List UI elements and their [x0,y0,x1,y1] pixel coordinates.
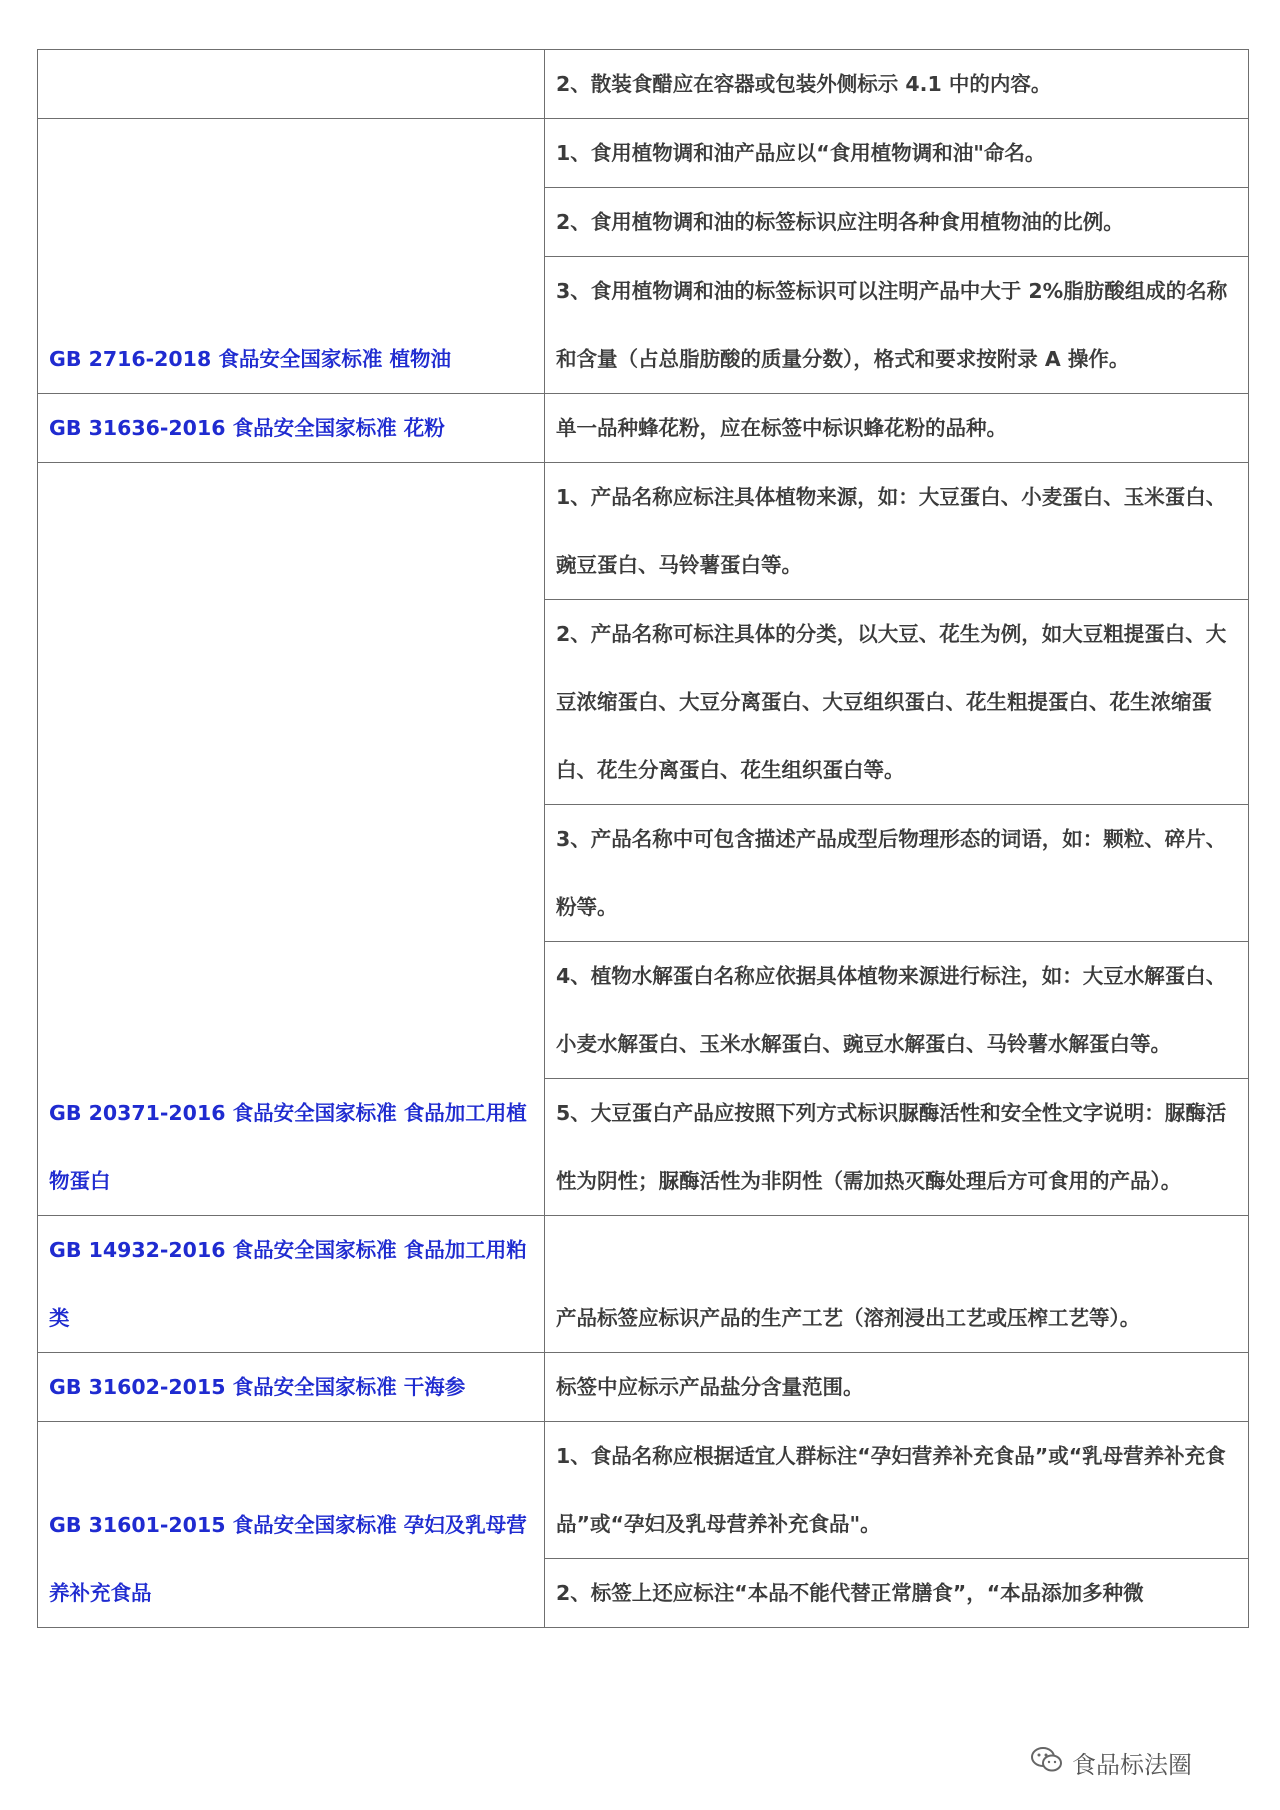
requirement-text: 1、食用植物调和油产品应以“食用植物调和油"命名。 [556,141,1046,165]
standard-title: GB 31636-2016 食品安全国家标准 花粉 [49,416,445,440]
standard-cell [38,463,545,1216]
table-row [38,463,1249,600]
standard-title: GB 2716-2018 食品安全国家标准 植物油 [49,347,451,371]
requirement-text: 标签中应标示产品盐分含量范围。 [556,1375,864,1399]
requirement-cell [545,942,1249,1079]
requirement-text: 4、植物水解蛋白名称应依据具体植物来源进行标注，如：大豆水解蛋白、小麦水解蛋白、玉米水解蛋白、豌豆水解蛋白、马铃薯水解蛋白等。 [556,964,1227,1056]
table-row [38,1422,1249,1559]
requirement-text: 2、产品名称可标注具体的分类，以大豆、花生为例，如大豆粗提蛋白、大豆浓缩蛋白、大豆分离蛋白、大豆组织蛋白、花生粗提蛋白、花生浓缩蛋白、花生分离蛋白、花生组织蛋白等。 [556,622,1227,782]
requirement-cell [545,119,1249,188]
requirement-cell [545,1422,1249,1559]
table-row [38,1216,1249,1353]
requirement-text: 3、食用植物调和油的标签标识可以注明产品中大于 2%脂肪酸组成的名称和含量（占总脂肪酸的质量分数），格式和要求按附录 A 操作。 [556,279,1228,371]
requirement-cell [545,1353,1249,1422]
requirement-cell [545,1079,1249,1216]
standard-cell [38,394,545,463]
requirement-text: 1、食品名称应根据适宜人群标注“孕妇营养补充食品”或“乳母营养补充食品”或“孕妇及乳母营养补充食品"。 [556,1444,1226,1536]
standard-cell [38,119,545,394]
requirement-cell [545,463,1249,600]
standard-title: GB 31602-2015 食品安全国家标准 干海参 [49,1375,466,1399]
requirement-text: 5、大豆蛋白产品应按照下列方式标识脲酶活性和安全性文字说明：脲酶活性为阴性；脲酶活性为非阴性（需加热灭酶处理后方可食用的产品）。 [556,1101,1227,1193]
standard-title: GB 20371-2016 食品安全国家标准 食品加工用植物蛋白 [49,1101,527,1193]
requirement-text: 3、产品名称中可包含描述产品成型后物理形态的词语，如：颗粒、碎片、粉等。 [556,827,1227,919]
standard-cell [38,1422,545,1628]
standard-title: GB 31601-2015 食品安全国家标准 孕妇及乳母营养补充食品 [49,1513,527,1605]
requirement-text: 2、食用植物调和油的标签标识应注明各种食用植物油的比例。 [556,210,1124,234]
requirement-cell [545,394,1249,463]
requirement-cell [545,257,1249,394]
requirement-text: 2、散装食醋应在容器或包装外侧标示 4.1 中的内容。 [556,72,1052,96]
requirement-cell [545,1559,1249,1628]
requirement-cell [545,1216,1249,1353]
table-row [38,50,1249,119]
requirement-text: 1、产品名称应标注具体植物来源，如：大豆蛋白、小麦蛋白、玉米蛋白、豌豆蛋白、马铃薯蛋白等。 [556,485,1227,577]
standards-table [37,49,1249,1628]
table-row [38,1353,1249,1422]
watermark [1030,1744,1192,1780]
watermark-text: 食品标法圈 [1072,1750,1192,1779]
requirement-cell [545,600,1249,805]
standard-cell [38,1216,545,1353]
requirement-text: 2、标签上还应标注“本品不能代替正常膳食”，“本品添加多种微 [556,1581,1144,1605]
wechat-icon [1030,1745,1064,1779]
standard-cell [38,1353,545,1422]
requirement-cell [545,188,1249,257]
table-row [38,119,1249,188]
standard-cell [38,50,545,119]
requirement-cell [545,805,1249,942]
standard-title: GB 14932-2016 食品安全国家标准 食品加工用粕类 [49,1238,527,1330]
requirement-text: 单一品种蜂花粉，应在标签中标识蜂花粉的品种。 [556,416,1007,440]
table-row [38,394,1249,463]
requirement-text: 产品标签应标识产品的生产工艺（溶剂浸出工艺或压榨工艺等）。 [556,1306,1141,1330]
requirement-cell [545,50,1249,119]
